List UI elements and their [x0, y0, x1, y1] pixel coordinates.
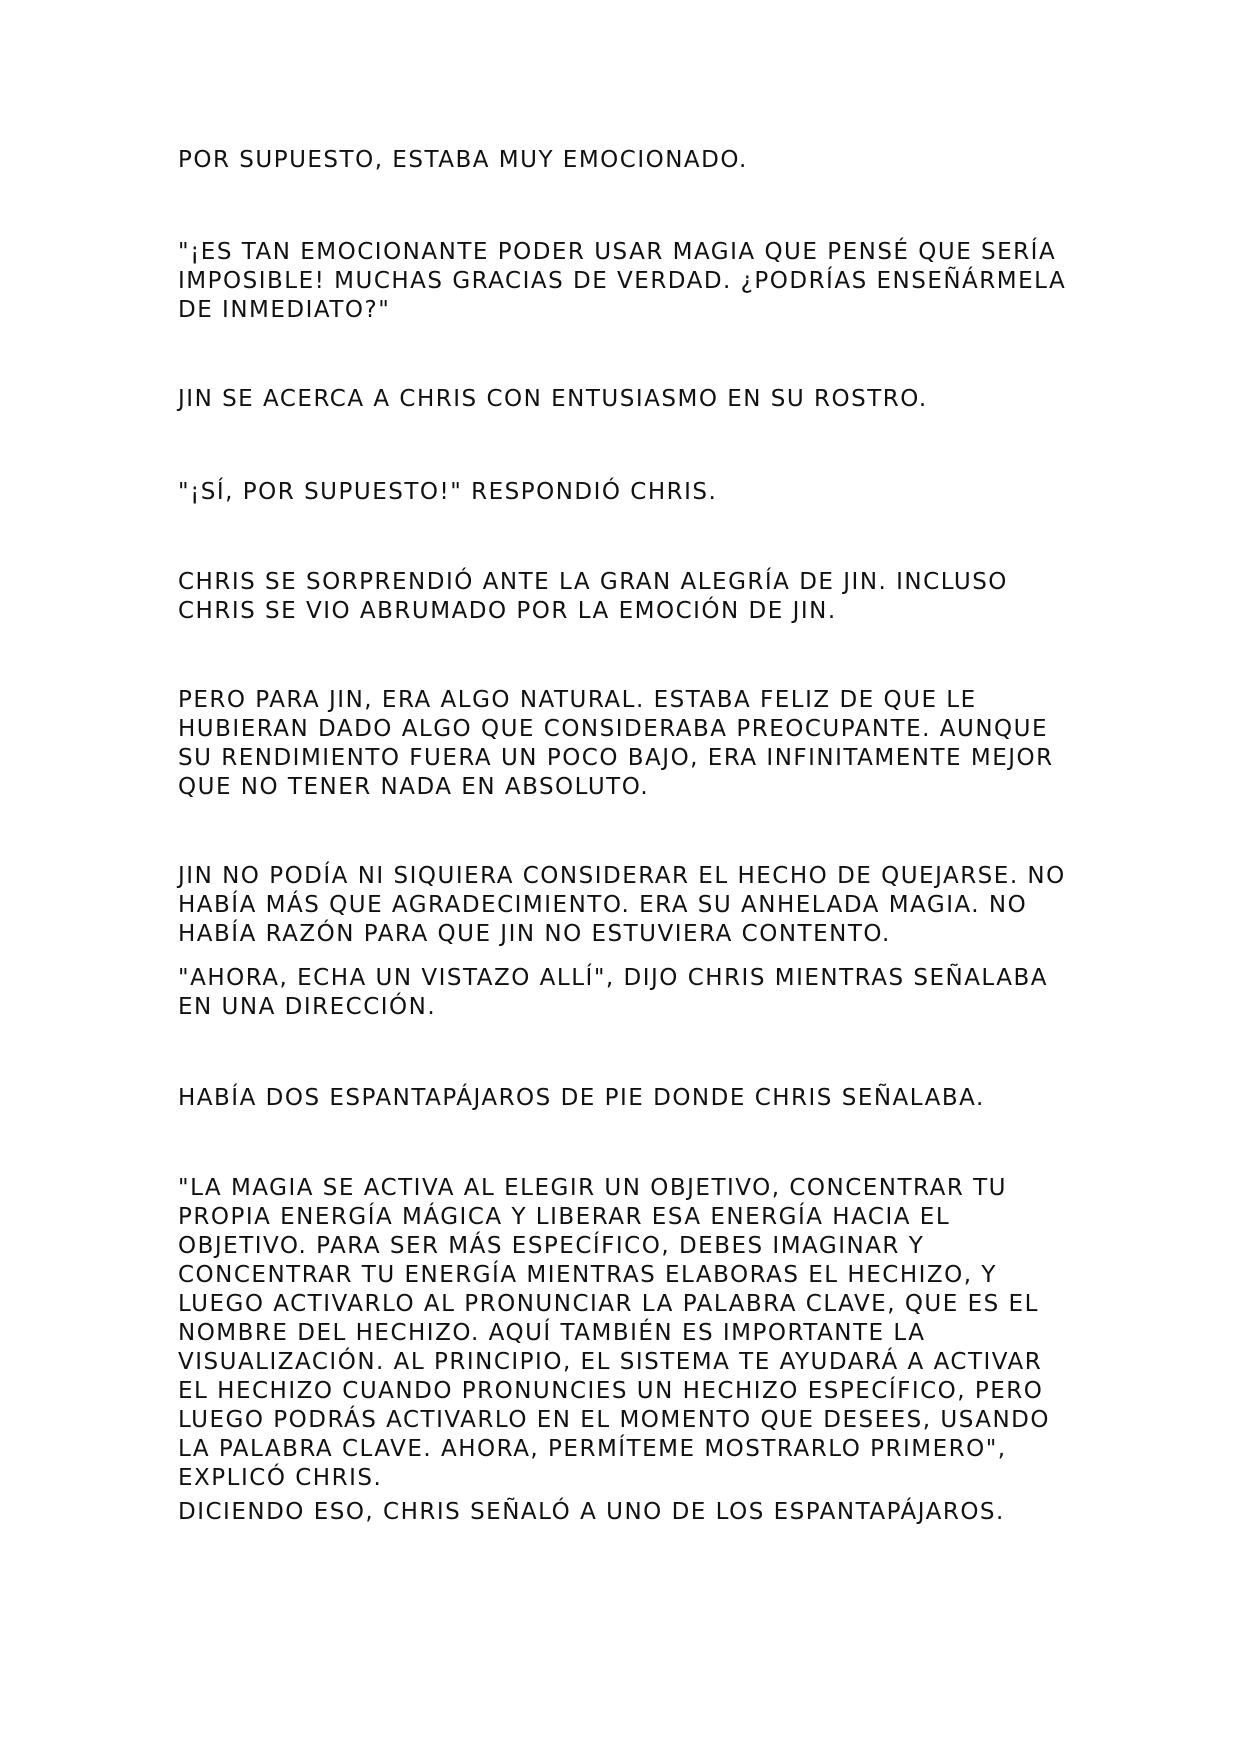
paragraph-1: POR SUPUESTO, ESTABA MUY EMOCIONADO. — [178, 147, 748, 173]
paragraph-10: "LA MAGIA SE ACTIVA AL ELEGIR UN OBJETIVO, CONCENTRAR TU PROPIA ENERGÍA MÁGICA Y LIBERAR ESA ENERGÍA HACIA EL OBJETIVO. PARA SER MÁS ESPECÍFICO, DEBES IMAGINAR Y CONCENTRAR TU ENERGÍA MIENTRAS ELABORAS EL HECHIZO, Y LUEGO ACTIVARLO AL PRONUNCIAR LA PALABRA CLAVE, QUE ES EL NOMBRE DEL HECHIZO. AQUÍ TAMBIÉN ES IMPORTANTE LA VISUALIZACIÓN. AL PRINCIPIO, EL SISTEMA TE AYUDARÁ A ACTIVAR EL HECHIZO CUANDO PRONUNCIES UN HECHIZO ESPECÍFICO, PERO LUEGO PODRÁS ACTIVARLO EN EL MOMENTO QUE DESEES, USANDO LA PALABRA CLAVE. AHORA, PERMÍTEME MOSTRARLO PRIMERO", EXPLICÓ CHRIS. — [178, 1175, 1050, 1491]
paragraph-2: "¡ES TAN EMOCIONANTE PODER USAR MAGIA QUE PENSÉ QUE SERÍA IMPOSIBLE! MUCHAS GRACIAS DE VERDAD. ¿PODRÍAS ENSEÑÁRMELA DE INMEDIATO?" — [178, 239, 1067, 323]
paragraph-11: DICIENDO ESO, CHRIS SEÑALÓ A UNO DE LOS ESPANTAPÁJAROS. — [178, 1499, 1005, 1525]
paragraph-7: JIN NO PODÍA NI SIQUIERA CONSIDERAR EL HECHO DE QUEJARSE. NO HABÍA MÁS QUE AGRADECIMIENTO. ERA SU ANHELADA MAGIA. NO HABÍA RAZÓN PARA QUE JIN NO ESTUVIERA CONTENTO. — [178, 863, 1066, 947]
paragraph-5: CHRIS SE SORPRENDIÓ ANTE LA GRAN ALEGRÍA DE JIN. INCLUSO CHRIS SE VIO ABRUMADO POR LA EMOCIÓN DE JIN. — [178, 569, 1008, 624]
paragraph-4: "¡SÍ, POR SUPUESTO!" RESPONDIÓ CHRIS. — [178, 479, 718, 505]
paragraph-6: PERO PARA JIN, ERA ALGO NATURAL. ESTABA FELIZ DE QUE LE HUBIERAN DADO ALGO QUE CONSIDERABA PREOCUPANTE. AUNQUE SU RENDIMIENTO FUERA UN POCO BAJO, ERA INFINITAMENTE MEJOR QUE NO TENER NADA EN ABSOLUTO. — [178, 687, 1054, 800]
paragraph-3: JIN SE ACERCA A CHRIS CON ENTUSIASMO EN SU ROSTRO. — [178, 386, 928, 412]
paragraph-8: "AHORA, ECHA UN VISTAZO ALLÍ", DIJO CHRIS MIENTRAS SEÑALABA EN UNA DIRECCIÓN. — [178, 965, 1049, 1020]
paragraph-9: HABÍA DOS ESPANTAPÁJAROS DE PIE DONDE CHRIS SEÑALABA. — [178, 1085, 985, 1111]
